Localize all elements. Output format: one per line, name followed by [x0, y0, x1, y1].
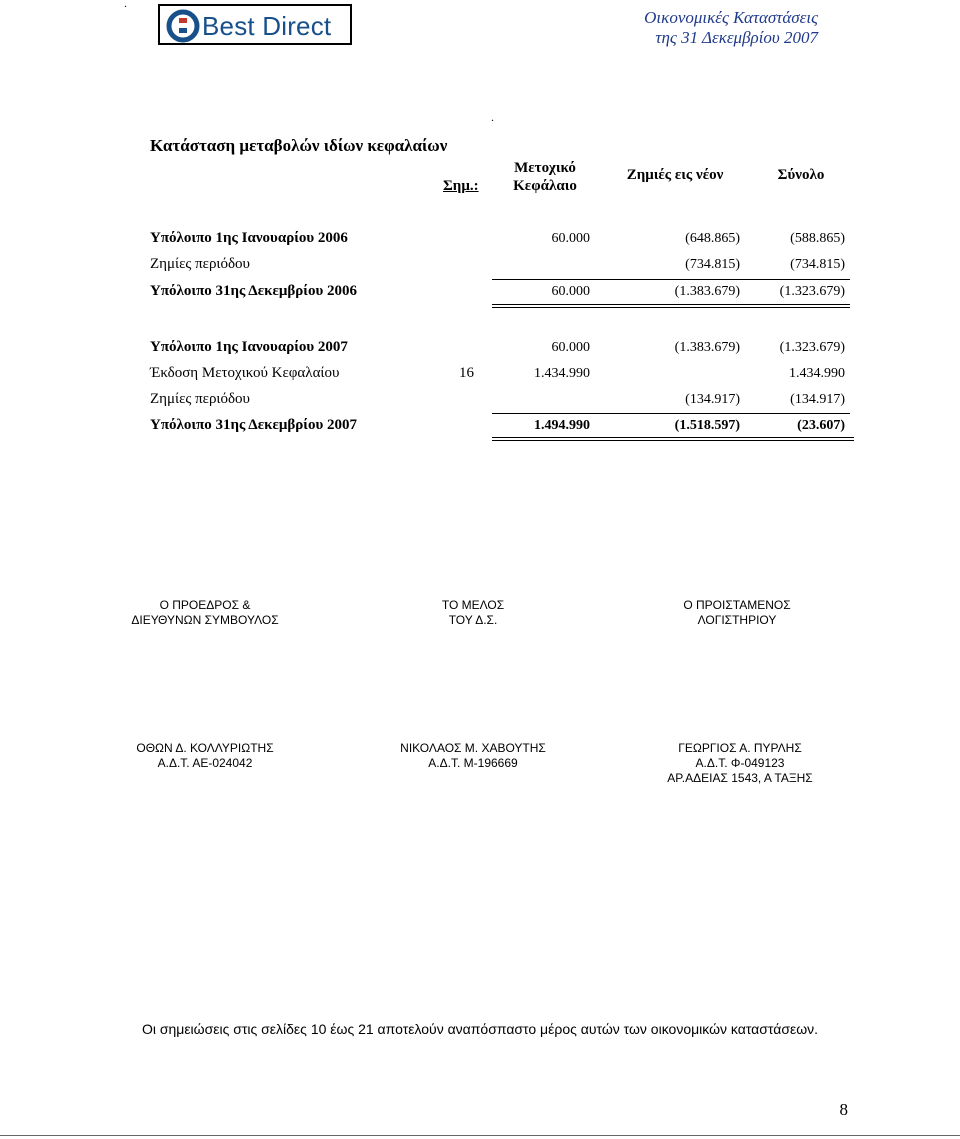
footer-note: Οι σημειώσεις στις σελίδες 10 έως 21 αποτελούν αναπόσπαστο μέρος αυτών των οικονομικών καταστάσεων. [141, 1021, 819, 1037]
column-header-losses: Ζημιές εις νέον [626, 167, 724, 183]
column-header-share-capital-line1: Μετοχικό [514, 160, 576, 176]
page-number: 8 [839, 1100, 848, 1119]
signatory-title-line1: Ο ΠΡΟΙΣΤΑΜΕΝΟΣ [683, 598, 791, 612]
signatory-accountant-name [650, 741, 830, 786]
cell-losses: (734.815) [685, 257, 740, 272]
cell-total: (134.917) [790, 392, 845, 407]
signatory-license: ΑΡ.ΑΔΕΙΑΣ 1543, Α ΤΑΞΗΣ [667, 771, 813, 785]
column-header-total: Σύνολο [777, 167, 825, 183]
total-double-rule [492, 437, 854, 441]
signatory-name: ΓΕΩΡΓΙΟΣ Α. ΠΥΡΛΗΣ [678, 741, 802, 755]
cell-losses: (1.383.679) [674, 284, 740, 299]
signatory-title-line1: ΤΟ ΜΕΛΟΣ [441, 598, 505, 612]
signatory-accountant-title [667, 598, 807, 628]
cell-share-capital: 60.000 [551, 340, 590, 355]
row-label: Υπόλοιπο 1ης Ιανουαρίου 2006 [150, 230, 348, 246]
cell-total: (23.607) [797, 418, 845, 433]
column-header-share-capital [500, 159, 590, 195]
signatory-name: ΝΙΚΟΛΑΟΣ Μ. ΧΑΒΟΥΤΗΣ [400, 741, 546, 755]
signatory-board-member-title [413, 598, 533, 628]
cell-total: 1.434.990 [789, 366, 845, 381]
cell-share-capital: 60.000 [551, 231, 590, 246]
row-label: Ζημίες περιόδου [150, 391, 250, 407]
cell-total: (1.323.679) [779, 340, 845, 355]
row-label: Έκδοση Μετοχικού Κεφαλαίου [150, 365, 340, 381]
signatory-board-member-name [383, 741, 563, 771]
document-header [644, 8, 818, 48]
cell-total: (1.323.679) [779, 284, 845, 299]
signatory-chairman-name [120, 741, 290, 771]
column-header-share-capital-line2: Κεφάλαιο [513, 178, 577, 194]
column-header-note: Σημ.: [443, 178, 479, 194]
cell-losses: (134.917) [685, 392, 740, 407]
cell-losses: (648.865) [685, 231, 740, 246]
cell-losses: (1.383.679) [674, 340, 740, 355]
cell-share-capital: 1.434.990 [534, 366, 590, 381]
row-label: Υπόλοιπο 31ης Δεκεμβρίου 2006 [150, 283, 357, 299]
header-line-2: της 31 Δεκεμβρίου 2007 [655, 28, 818, 47]
signatory-id: Α.Δ.Τ. Φ-049123 [695, 756, 785, 770]
signatory-title-line2: ΤΟΥ Δ.Σ. [448, 613, 498, 627]
stray-mark: . [491, 110, 494, 124]
page-bottom-rule [0, 1135, 960, 1136]
stray-mark: . [124, 0, 127, 10]
cell-losses: (1.518.597) [674, 418, 740, 433]
cell-share-capital: 60.000 [551, 284, 590, 299]
subtotal-rule [492, 279, 850, 280]
signatory-id: Α.Δ.Τ. ΑΕ-024042 [157, 756, 253, 770]
cell-share-capital: 1.494.990 [534, 418, 590, 433]
signatory-id: Α.Δ.Τ. Μ-196669 [428, 756, 518, 770]
logo-emblem-icon [166, 9, 200, 43]
signatory-title-line2: ΛΟΓΙΣΤΗΡΙΟΥ [697, 613, 777, 627]
statement-title: Κατάσταση μεταβολών ιδίων κεφαλαίων [150, 136, 448, 155]
row-label: Ζημίες περιόδου [150, 256, 250, 272]
signatory-title-line1: Ο ΠΡΟΕΔΡΟΣ & [159, 598, 251, 612]
cell-note: 16 [459, 365, 474, 381]
subtotal-rule [492, 413, 850, 414]
row-label: Υπόλοιπο 31ης Δεκεμβρίου 2007 [150, 417, 357, 433]
logo-text: Best Direct [202, 11, 332, 41]
row-label: Υπόλοιπο 1ης Ιανουαρίου 2007 [150, 339, 348, 355]
header-line-1: Οικονομικές Καταστάσεις [644, 8, 818, 27]
signatory-chairman-title [130, 598, 280, 628]
company-logo [158, 4, 352, 45]
cell-total: (734.815) [790, 257, 845, 272]
cell-total: (588.865) [790, 231, 845, 246]
signatory-title-line2: ΔΙΕΥΘΥΝΩΝ ΣΥΜΒΟΥΛΟΣ [131, 613, 279, 627]
signatory-name: ΟΘΩΝ Δ. ΚΟΛΛΥΡΙΩΤΗΣ [136, 741, 274, 755]
total-double-rule [492, 304, 850, 308]
